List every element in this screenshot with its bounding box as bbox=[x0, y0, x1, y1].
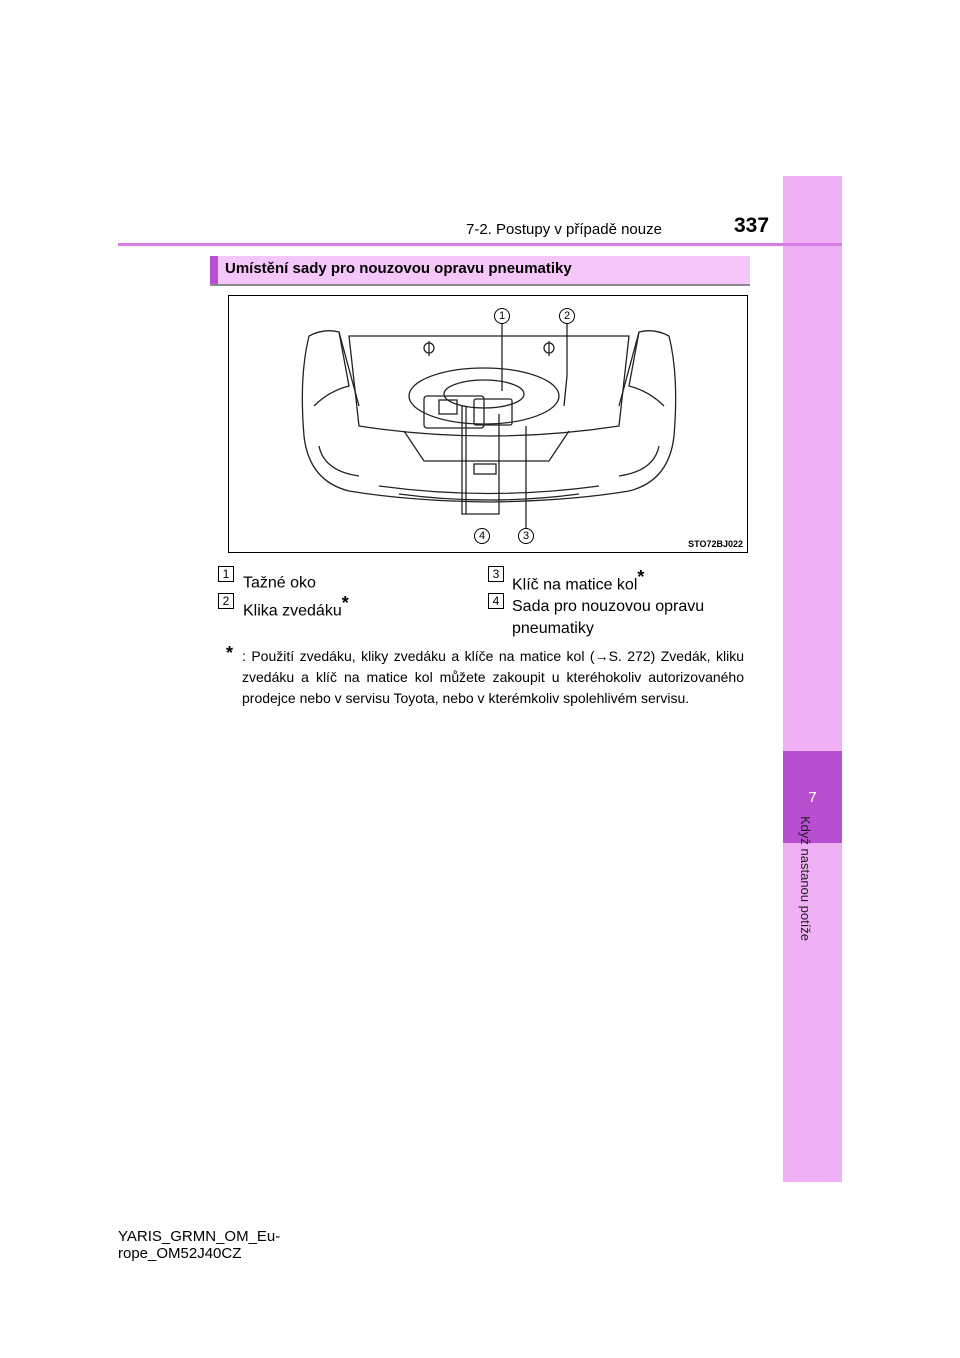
car-trunk-drawing bbox=[229, 296, 747, 552]
callout-2: 2 bbox=[559, 308, 575, 324]
callout-4: 4 bbox=[474, 528, 490, 544]
chapter-side-tab bbox=[783, 176, 842, 1182]
footnote-marker: * bbox=[226, 643, 234, 663]
page-number: 337 bbox=[734, 214, 770, 237]
chapter-title-text: Když nastanou potíže bbox=[798, 816, 813, 942]
heading-text: Umístění sady pro nouzovou opravu pneumatiky bbox=[225, 260, 572, 277]
footnote-text: : Použití zvedáku, kliky zvedáku a klíče na matice kol (→S. 272) Zvedák, kliku zvedáku a klíč na matice kol můžete zakoupit u kteréhokoliv autorizovaného prodejce nebo v servisu Toyota, nebo v kterémkoliv spolehlivém servisu. bbox=[242, 648, 744, 706]
legend-star: * bbox=[341, 593, 349, 613]
callout-3: 3 bbox=[518, 528, 534, 544]
legend-label: Tažné oko bbox=[243, 574, 316, 592]
trunk-illustration bbox=[228, 295, 748, 553]
legend-text-1 bbox=[243, 566, 316, 594]
footnote bbox=[226, 643, 744, 709]
legend-num-4: 4 bbox=[488, 593, 504, 609]
chapter-title bbox=[783, 816, 842, 1016]
figure-code: STO72BJ022 bbox=[688, 539, 743, 549]
legend-star: * bbox=[637, 567, 645, 587]
legend-num-2: 2 bbox=[218, 593, 234, 609]
footer-line-1: YARIS_GRMN_OM_Eu- bbox=[118, 1228, 281, 1245]
footer-line-2: rope_OM52J40CZ bbox=[118, 1245, 242, 1262]
legend-num-1: 1 bbox=[218, 566, 234, 582]
callout-1: 1 bbox=[494, 308, 510, 324]
heading-accent bbox=[210, 256, 218, 284]
section-heading bbox=[210, 256, 750, 286]
document-footer bbox=[118, 1228, 280, 1262]
legend-label: Klíč na matice kol bbox=[512, 576, 638, 594]
legend-text-4: Sada pro nouzovou opravu pneumatiky bbox=[512, 598, 705, 637]
header-rule bbox=[118, 243, 842, 246]
chapter-number: 7 bbox=[783, 751, 842, 843]
legend-num-3: 3 bbox=[488, 566, 504, 582]
legend-text-2 bbox=[243, 592, 349, 622]
legend-label: Klika zvedáku bbox=[243, 602, 342, 620]
section-title: 7-2. Postupy v případě nouze bbox=[466, 221, 662, 238]
legend-text-3 bbox=[512, 566, 644, 596]
